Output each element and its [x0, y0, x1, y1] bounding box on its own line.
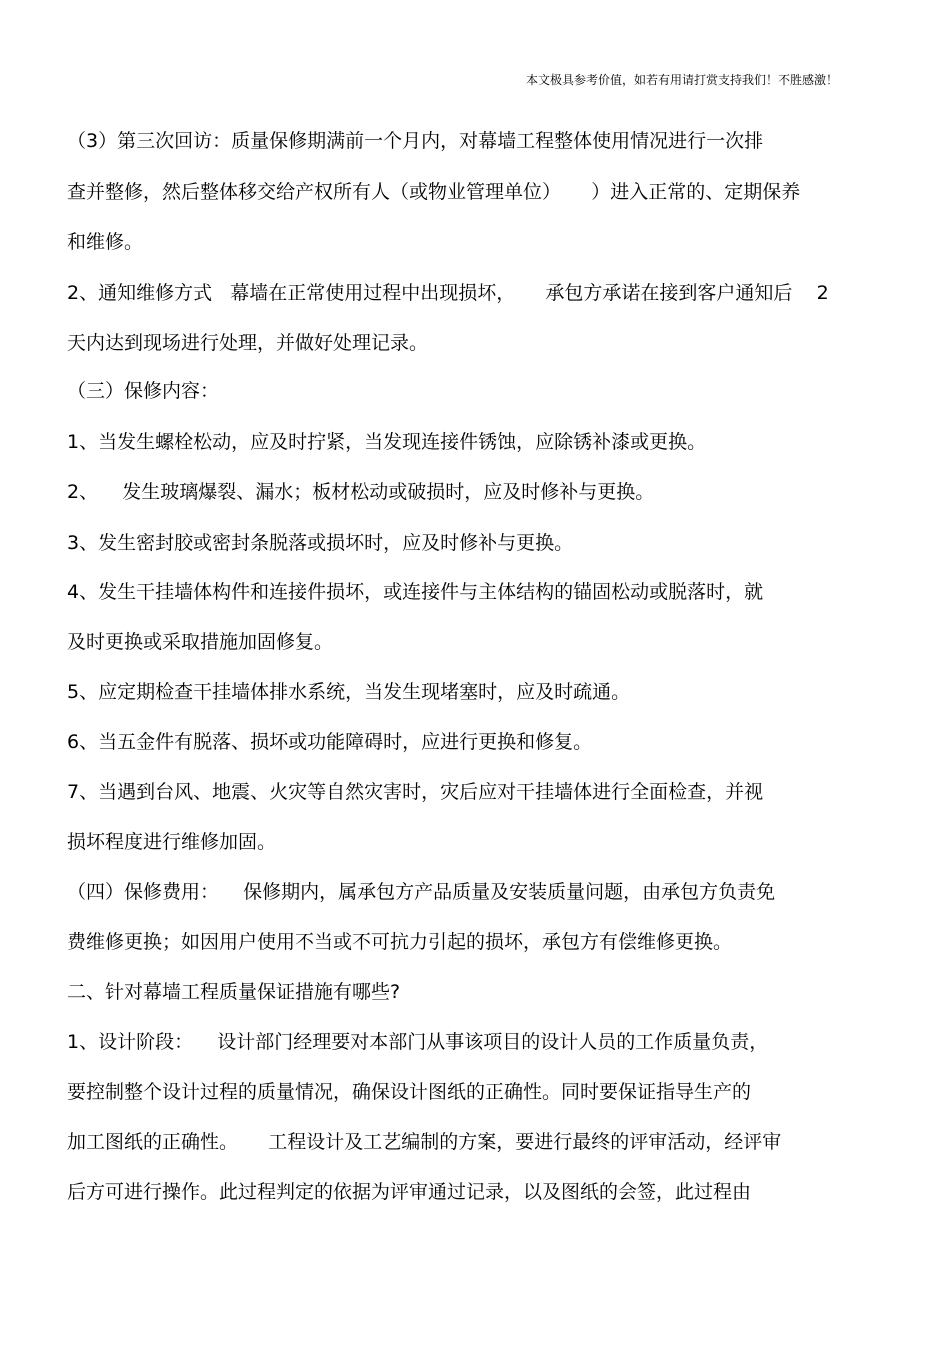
- section-heading: （三）保修内容：: [67, 380, 220, 402]
- text-line: （3）第三次回访：质量保修期满前一个月内，对幕墙工程整体使用情况进行一次排: [67, 130, 764, 152]
- list-item: 5、应定期检查干挂墙体排水系统，当发生现堵塞时，应及时疏通。: [67, 681, 631, 703]
- text-line: 2、通知维修方式 幕墙在正常使用过程中出现损坏， 承包方承诺在接到客户通知后 2: [67, 282, 829, 304]
- text-line: 损坏程度进行维修加固。: [67, 831, 277, 853]
- text-line: 查并整修，然后整体移交给产权所有人（或物业管理单位） ）进入正常的、定期保养: [67, 181, 801, 203]
- text-line: 费维修更换；如因用户使用不当或不可抗力引起的损坏，承包方有偿维修更换。: [67, 931, 733, 953]
- list-item: 6、当五金件有脱落、损坏或功能障碍时，应进行更换和修复。: [67, 731, 593, 753]
- text-line: 加工图纸的正确性。 工程设计及工艺编制的方案，要进行最终的评审活动，经评审: [67, 1131, 782, 1153]
- text-line: 及时更换或采取措施加固修复。: [67, 631, 334, 653]
- text-line: 后方可进行操作。此过程判定的依据为评审通过记录，以及图纸的会签，此过程由: [67, 1181, 752, 1203]
- list-item: 1、当发生螺栓松动，应及时拧紧，当发现连接件锈蚀，应除锈补漆或更换。: [67, 431, 707, 453]
- list-item: 1、设计阶段： 设计部门经理要对本部门从事该项目的设计人员的工作质量负责，: [67, 1031, 769, 1053]
- list-item: 4、发生干挂墙体构件和连接件损坏，或连接件与主体结构的锚固松动或脱落时，就: [67, 581, 764, 603]
- section-heading: 二、针对幕墙工程质量保证措施有哪些?: [67, 981, 401, 1003]
- text-line: 要控制整个设计过程的质量情况，确保设计图纸的正确性。同时要保证指导生产的: [67, 1081, 752, 1103]
- text-line: 天内达到现场进行处理，并做好处理记录。: [67, 332, 429, 354]
- section-heading: （四）保修费用： 保修期内，属承包方产品质量及安装质量问题，由承包方负责免: [67, 881, 776, 903]
- header-note: 本文极具参考价值，如若有用请打赏支持我们！不胜感激！: [525, 73, 838, 87]
- list-item: 2、 发生玻璃爆裂、漏水；板材松动或破损时，应及时修补与更换。: [67, 481, 655, 503]
- list-item: 7、当遇到台风、地震、火灾等自然灾害时，灾后应对干挂墙体进行全面检查，并视: [67, 781, 764, 803]
- list-item: 3、发生密封胶或密封条脱落或损坏时，应及时修补与更换。: [67, 532, 574, 554]
- text-line: 和维修。: [67, 231, 144, 253]
